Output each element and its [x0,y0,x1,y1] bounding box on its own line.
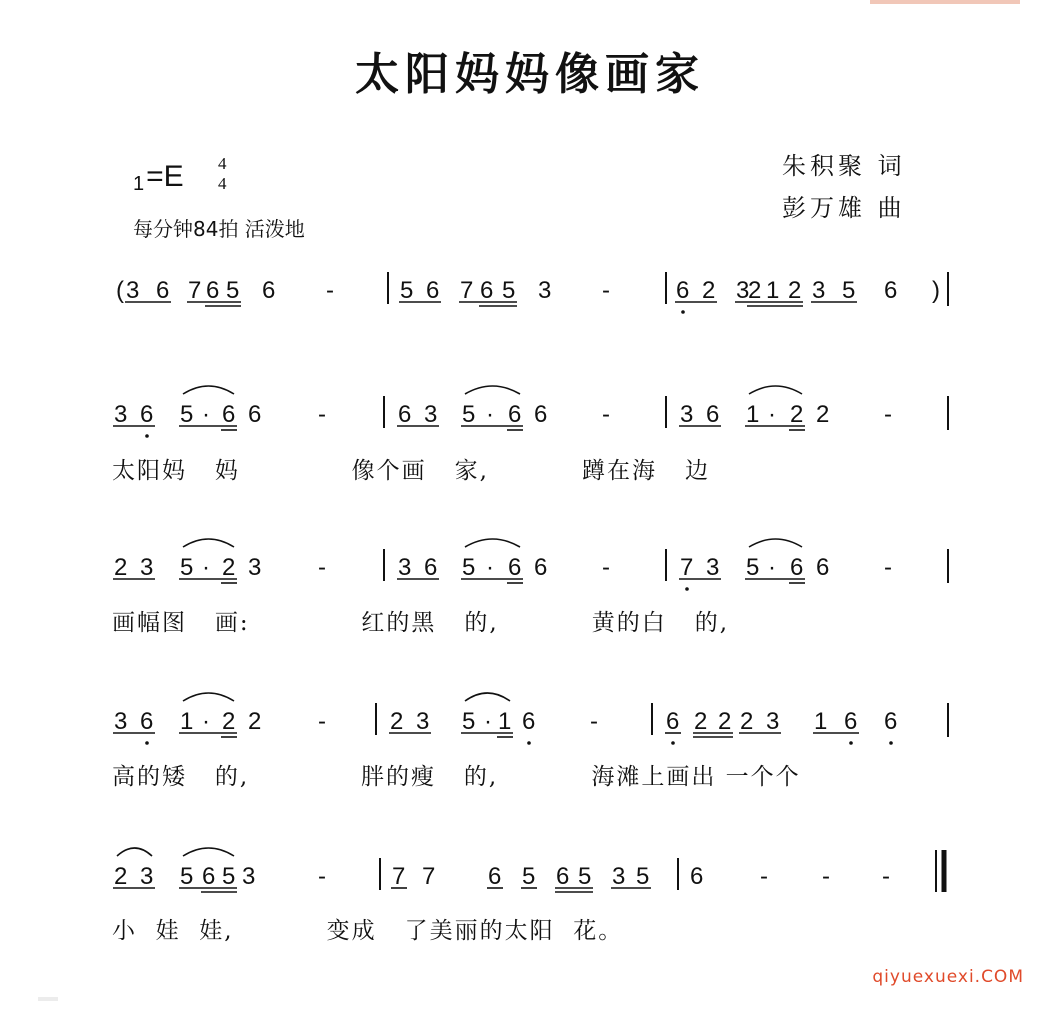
note: 1 [766,277,780,304]
sustain-dash: - [318,863,326,890]
low-octave-dot [527,741,531,745]
note: 6 [488,863,502,890]
time-signature-bottom: 4 [218,174,227,193]
note: 6 [706,401,720,428]
note: 3 [126,277,140,304]
note: 2 [790,401,804,428]
sustain-dash: - [884,554,892,581]
note: 3 [538,277,552,304]
note: · [486,554,494,581]
note: 5 [842,277,856,304]
sustain-dash: - [590,708,598,735]
note: 6 [816,554,830,581]
note: · [484,708,492,735]
note: 6 [222,401,236,428]
note: 6 [140,708,154,735]
note: 6 [248,401,262,428]
note: 6 [522,708,536,735]
note: 6 [398,401,412,428]
note: ( [116,277,124,304]
note: 6 [508,401,522,428]
note: 3 [736,277,750,304]
note: ) [932,277,940,304]
note: 6 [690,863,704,890]
low-octave-dot [145,434,149,438]
note: 6 [666,708,680,735]
composer-credit: 彭万雄 曲 [782,194,906,222]
slur [117,848,152,856]
note: 2 [222,708,236,735]
note: 2 [816,401,830,428]
note: · [486,401,494,428]
note: 5 [462,708,476,735]
lyric-line-2: 画幅图 画: 红的黑 的, 黄的白 的, [112,610,730,636]
note: 5 [502,277,516,304]
note: 5 [578,863,592,890]
note: 2 [114,554,128,581]
note: 5 [462,401,476,428]
note: 5 [222,863,236,890]
sustain-dash: - [882,863,890,890]
sustain-dash: - [326,277,334,304]
sustain-dash: - [602,554,610,581]
note: 7 [460,277,474,304]
lyricist-credit: 朱积聚 词 [782,152,906,180]
note: 6 [844,708,858,735]
note: 3 [680,401,694,428]
note: 3 [114,708,128,735]
note: 6 [556,863,570,890]
note: 6 [262,277,276,304]
note: 7 [422,863,436,890]
low-octave-dot [889,741,893,745]
note: 1 [746,401,760,428]
slur [465,693,510,701]
note: 6 [676,277,690,304]
note: 5 [226,277,240,304]
sustain-dash: - [318,401,326,428]
low-octave-dot [681,310,685,314]
note: 3 [140,863,154,890]
note: · [768,554,776,581]
note: 6 [426,277,440,304]
note: 5 [462,554,476,581]
note: 6 [480,277,494,304]
tempo-marking: 每分钟84拍 活泼地 [133,217,305,241]
note: 3 [612,863,626,890]
sustain-dash: - [822,863,830,890]
note: 6 [156,277,170,304]
note: 2 [248,708,262,735]
song-title: 太阳妈妈像画家 [355,49,705,100]
slur [465,539,520,547]
note: 3 [416,708,430,735]
note: · [202,708,210,735]
note: 7 [188,277,202,304]
low-octave-dot [849,741,853,745]
note: 6 [140,401,154,428]
note: 5 [746,554,760,581]
note: 3 [398,554,412,581]
time-signature-top: 4 [218,154,227,173]
site-watermark: qiyuexuexi.COM [872,967,1024,987]
note: 6 [534,554,548,581]
note: 2 [694,708,708,735]
note: 6 [534,401,548,428]
note: 5 [400,277,414,304]
sustain-dash: - [318,708,326,735]
note: 2 [390,708,404,735]
note: 5 [180,863,194,890]
lyric-line-1: 太阳妈 妈 像个画 家, 蹲在海 边 [112,458,710,484]
slur [183,539,234,547]
note: 1 [180,708,194,735]
note: 6 [508,554,522,581]
note: · [202,554,210,581]
sustain-dash: - [884,401,892,428]
note: 3 [242,863,256,890]
note: 1 [498,708,512,735]
slur [465,386,520,394]
sustain-dash: - [760,863,768,890]
slur [749,539,802,547]
slur [183,386,234,394]
note: 2 [748,277,762,304]
slur [183,693,234,701]
note: 2 [740,708,754,735]
note: 5 [522,863,536,890]
note: 7 [392,863,406,890]
note: 2 [718,708,732,735]
note: 5 [180,554,194,581]
note: 3 [424,401,438,428]
note: 6 [790,554,804,581]
note: 3 [114,401,128,428]
note: 3 [140,554,154,581]
low-octave-dot [685,587,689,591]
sustain-dash: - [318,554,326,581]
note: 2 [702,277,716,304]
note: 6 [202,863,216,890]
note: 2 [222,554,236,581]
note: 3 [812,277,826,304]
key-value: =E [146,160,184,193]
lyric-line-3: 高的矮 的, 胖的瘦 的, 海滩上画出 一个个 [112,764,801,790]
note: 3 [248,554,262,581]
note: 6 [424,554,438,581]
note: 1 [814,708,828,735]
note: 6 [884,277,898,304]
note: 6 [884,708,898,735]
low-octave-dot [671,741,675,745]
lyric-line-4: 小 娃 娃, 变成 了美丽的太阳 花。 [112,918,624,944]
note: 5 [636,863,650,890]
low-octave-dot [145,741,149,745]
note: 3 [766,708,780,735]
sustain-dash: - [602,401,610,428]
slur [749,386,802,394]
note: 2 [788,277,802,304]
note: 3 [706,554,720,581]
slur [183,848,234,856]
key-prefix: 1 [133,173,145,195]
note: 6 [206,277,220,304]
note: · [768,401,776,428]
note: 2 [114,863,128,890]
sustain-dash: - [602,277,610,304]
note: 5 [180,401,194,428]
note: 7 [680,554,694,581]
note: · [202,401,210,428]
bottom-edge-mark [38,997,58,1001]
